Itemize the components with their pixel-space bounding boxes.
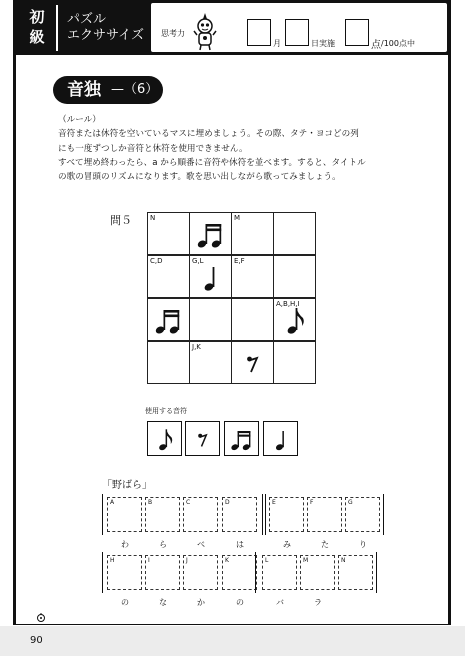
lyric-syllable: り (359, 540, 367, 549)
lyric-syllable: ラ (314, 598, 322, 607)
page-title: 音独 (67, 80, 101, 100)
bar-line (255, 552, 256, 593)
rules-line: の歌の冒頭のリズムになります。歌を思い出しながら歌ってみましょう。 (58, 172, 341, 183)
level-char-2: 級 (29, 28, 45, 46)
grid-cell[interactable] (147, 255, 190, 298)
bar-line (262, 494, 263, 535)
cell-label: M (234, 214, 241, 222)
header-divider (56, 5, 58, 51)
grid-cell (273, 298, 316, 341)
answer-box[interactable] (307, 497, 342, 532)
series-title-line1: パズル (67, 12, 107, 27)
answer-box[interactable] (183, 497, 218, 532)
grid-cell[interactable] (273, 255, 316, 298)
grid-cell[interactable] (189, 298, 232, 341)
page-subtitle: —（6） (111, 82, 159, 97)
answer-box-label: G (348, 499, 353, 506)
lyric-syllable: の (236, 598, 244, 607)
grid-cell[interactable] (273, 341, 316, 384)
sixteenth-pair-icon (148, 299, 191, 342)
lyric-syllable: な (159, 598, 167, 607)
cell-label: C,D (150, 257, 163, 265)
lyric-syllable: は (236, 540, 244, 549)
grid-cell[interactable] (231, 212, 274, 255)
rules-line: 音符または休符を空いているマスに埋めましょう。その際、タテ・ヨコどの列 (58, 129, 359, 140)
grid-cell[interactable] (189, 341, 232, 384)
sixteenth-pair-icon (190, 213, 233, 256)
answer-box[interactable] (262, 555, 297, 590)
answer-box-label: B (148, 499, 153, 506)
lyric-syllable: の (121, 598, 129, 607)
level-badge (22, 7, 52, 49)
notes-used-label: 使用する音符 (145, 407, 187, 415)
month-box[interactable] (247, 19, 271, 46)
lyric-syllable: か (197, 598, 205, 607)
page-number: 90 (30, 635, 43, 646)
grid-cell (189, 212, 232, 255)
answer-box-label: M (303, 557, 309, 564)
mascot-icon (192, 11, 218, 51)
lyric-syllable: み (283, 540, 291, 549)
level-char-1: 初 (29, 8, 45, 26)
answer-box[interactable] (222, 555, 257, 590)
bar-line (102, 494, 103, 535)
grid-cell[interactable] (273, 212, 316, 255)
month-label: 月 (273, 39, 281, 48)
answer-box[interactable] (338, 555, 373, 590)
lyric-syllable: べ (197, 540, 205, 549)
grid-cell[interactable] (147, 341, 190, 384)
answer-box-label: L (265, 557, 269, 564)
answer-box-label: E (272, 499, 276, 506)
lyric-syllable: ら (159, 540, 167, 549)
answer-box[interactable] (222, 497, 257, 532)
answer-box[interactable] (300, 555, 335, 590)
question-label: 問５ (110, 214, 132, 227)
answer-box-label: D (225, 499, 230, 506)
sixteenth-pair-icon (225, 422, 260, 457)
bar-line (265, 494, 266, 535)
score-label: 点 (371, 40, 381, 51)
note-option-box (185, 421, 220, 456)
thinking-label: 思考力 (161, 29, 185, 38)
rules-heading: （ルール） (58, 115, 101, 125)
grid-cell (231, 341, 274, 384)
day-box[interactable] (285, 19, 309, 46)
answer-box-label: K (225, 557, 229, 564)
quarter-note-icon (264, 422, 299, 457)
answer-box[interactable] (145, 497, 180, 532)
grid-cell[interactable] (147, 212, 190, 255)
lyric-syllable: た (321, 540, 329, 549)
note-option-box (224, 421, 259, 456)
bar-line (376, 552, 377, 593)
grid-cell (147, 298, 190, 341)
note-option-box (263, 421, 298, 456)
song-title: 「野ばら」 (102, 480, 152, 491)
score-suffix: /100点中 (381, 39, 415, 48)
bottom-margin (0, 626, 465, 656)
grid-cell[interactable] (231, 255, 274, 298)
answer-box-label: H (110, 557, 115, 564)
lyric-syllable: バ (276, 598, 284, 607)
cell-label: E,F (234, 257, 245, 265)
answer-box-label: C (186, 499, 191, 506)
rules-line: すべて埋め終わったら、a から順番に音符や休符を並べます。すると、タイトル (58, 157, 366, 168)
rules-text (58, 113, 418, 184)
eighth-rest-icon (186, 422, 221, 457)
cell-label: N (150, 214, 156, 222)
cell-label: G,L (192, 257, 204, 265)
answer-box[interactable] (269, 497, 304, 532)
cell-label: J,K (192, 343, 201, 351)
bar-line (102, 552, 103, 593)
eighth-note-icon (148, 422, 183, 457)
answer-box[interactable] (107, 497, 142, 532)
series-title (67, 12, 151, 44)
answer-box[interactable] (345, 497, 380, 532)
answer-box[interactable] (183, 555, 218, 590)
eighth-rest-icon (232, 342, 275, 385)
day-label: 日実施 (311, 39, 335, 48)
grid-cell (189, 255, 232, 298)
score-box[interactable] (345, 19, 369, 46)
answer-box-label: I (148, 557, 150, 564)
small-mascot-icon (36, 612, 46, 622)
answer-box-label: A (110, 499, 115, 506)
cell-label: A,B,H,I (276, 300, 300, 308)
lyric-syllable: わ (121, 540, 129, 549)
grid-cell[interactable] (231, 298, 274, 341)
answer-box-label: J (186, 557, 188, 564)
rules-line: にも一度ずつしか音符と休符を使用できません。 (58, 143, 248, 154)
answer-box[interactable] (107, 555, 142, 590)
answer-box-label: F (310, 499, 314, 506)
note-option-box (147, 421, 182, 456)
bar-line (383, 494, 384, 535)
answer-box[interactable] (145, 555, 180, 590)
answer-box-label: N (341, 557, 346, 564)
series-title-line2: エクササイズ (67, 28, 144, 43)
